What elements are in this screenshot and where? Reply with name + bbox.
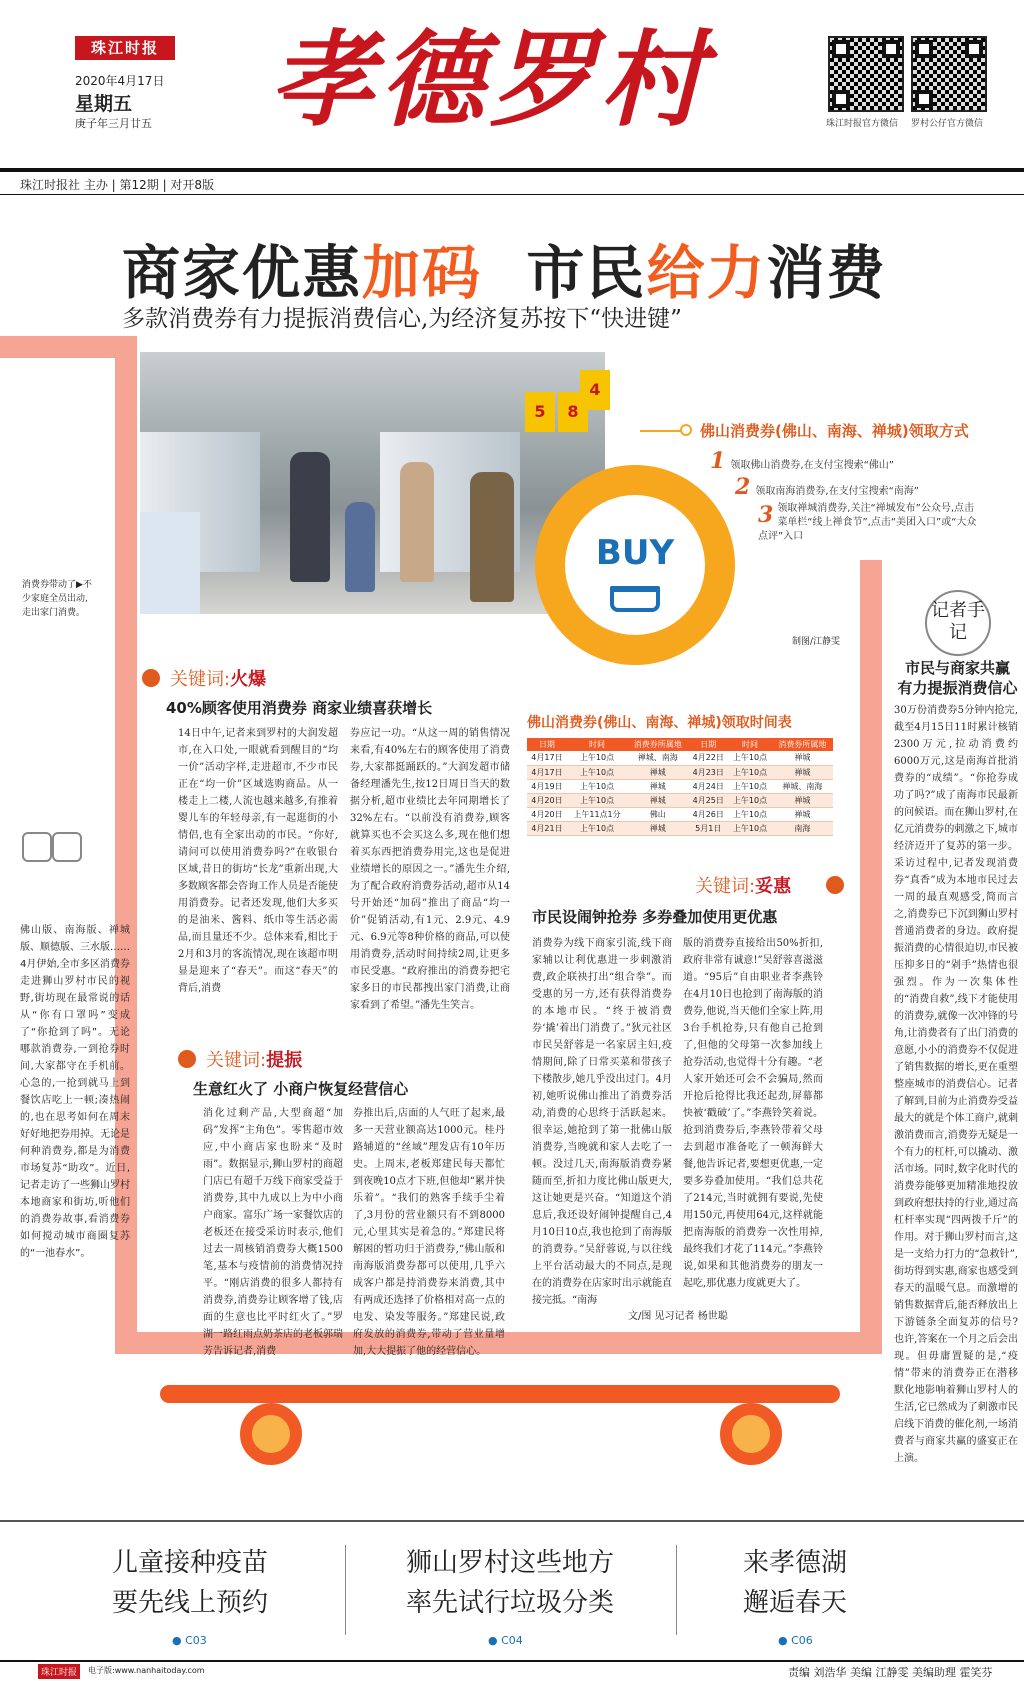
table-row: 4月20日 上午10点 禅城 4月25日 上午10点 禅城	[527, 793, 833, 807]
article-column: 券推出后,店面的人气旺了起来,最多一天营业额高达1000元。桂丹路辅道的“丝域”理发店有10年历史。上周末,老板郑建民每天都忙到夜晚10点才下班,但他却“累并快乐着”。“我们的熟客手续手尘着了,3月份的营业额只有不到8000元,心里其实是着急的。”郑建民将解困的暂功归于消费券,“佛山版和南海版消费券都可以使用,几乎六成客户都是持消费券来消费,其中有两成还选择了价格相对高一点的电发、染发等服务。”郑建民说,政府发放的消费券,带动了营业量增加,大大提振了他的经营信心。	[353, 1108, 505, 1357]
teaser-1[interactable]: 儿童接种疫苗 要先线上预约	[111, 1548, 268, 1618]
reporter-note-body: 30万份消费券5分钟内抢完,截至4月15日11时累计核销2300万元,拉动消费约6000万元,这是南海首批消费券的“成绩”。“你抢券成功了吗?”成了南海市民最新的问候语。而在狮山罗村,在亿元消费券的刺激之下,城市经济迈开了复苏的第一步。采访过程中,记者发现消费券“真香”成为本地市民过去一周的最直观感受,简而言之,消费券已下沉到狮山罗村普通消费者的身边。政府提振消费的心情很迫切,市民被压抑多日的“剁手”热情也很强烈。作为一次集体性的“消费自救”,线下才能使用的消费券,就像一次冲锋的号角,让消费者有了出门消费的意愿,小小的消费券不仅促进了销售数据的增长,更在重塑整座城市的消费信心。记者了解到,目前为止消费券受益最大的就是个体工商户,就刺激消费而言,消费券无疑是一个有力的杠杆,可以撬动、激活市场。同时,数字化时代的消费券能够更加精准地投放到政府想扶持的行业,通过高杠杆率实现“四两拨千斤”的作用。对于狮山罗村而言,这是一支给力打力的“急救针”,街坊得到实惠,商家也感受到春天的温暖气息。而激增的销售数据背后,能否释放出上下游链条全面复苏的信号?也许,答案在一个月之后会出现。但毋庸置疑的是,“疫情”带来的消费券正在潜移默化地影响着狮山罗村人的生活,它已然成为了刺激市民启线下消费的催化剂,一场消费者与商家共赢的盛宴正在上演。	[894, 705, 1018, 1464]
claim-step-3: 3 领取禅城消费券,关注“禅城发布”公众号,点击菜单栏“线上禅食节”,点击“美团入口”或“大众点评”入口	[758, 502, 977, 542]
reporter-note-badge: 记者手记	[925, 590, 991, 656]
divider	[0, 194, 1024, 195]
table-row: 4月19日 上午10点 禅城 4月24日 上午10点 禅城、南海	[527, 779, 833, 793]
divider	[0, 1660, 1024, 1662]
qr-caption: 珠江时报官方微信	[826, 119, 899, 129]
schedule-title: 佛山消费券(佛山、南海、禅城)领取时间表	[527, 715, 792, 731]
keyword-bullet-icon	[826, 876, 844, 894]
graphic-credit: 制图/江静雯	[792, 637, 841, 647]
qr-caption: 罗村公仔官方微信	[911, 119, 984, 129]
shelf-sign: 8	[558, 392, 588, 432]
weekday: 星期五	[75, 93, 133, 115]
qr-code-icon[interactable]	[828, 36, 904, 112]
chat-bubble-icon	[52, 832, 82, 862]
lunar-date: 庚子年三月廿五	[75, 117, 152, 130]
keyword-bullet-icon	[178, 1050, 196, 1068]
section-title-2: 生意红火了 小商户恢复经营信心	[193, 1080, 409, 1098]
page-ref-c03[interactable]: ● C03	[172, 1634, 207, 1647]
article-column: 消费券为线下商家引流,线下商家辅以让利优惠进一步刺激消费,政企联袂打出“组合拳”。而受惠的另一方,还有获得消费券的本地市民。“终于被消费券‘撬’着出门消费了。”狄元社区市民吴舒蓉是一名家居主妇,疫情期间,除了日常买菜和带孩子下楼散步,她几乎没出过门。4月初,她听说佛山推出了消费券活动,消费的心思终于活跃起来。很幸运,她抢到了第一批佛山版消费券,当晚就和家人去吃了一顿。没过几天,南海版消费券紧随而至,折扣力度比佛山版更大,这让她更是兴奋。“知道这个消息后,我还设好闹钟提醒自己,4月10日10点,我也抢到了南海版的消费券。”吴舒蓉说,与以往线上平台活动最大的不同点,是现在的消费券在店家时出示就能直接完抵。“南海	[532, 938, 672, 1306]
keyword-1: 关键词:火爆	[170, 669, 267, 690]
table-row: 4月17日 上午10点 禅城、南海 4月22日 上午10点 禅城	[527, 751, 833, 765]
claim-method-title: 佛山消费券(佛山、南海、禅城)领取方式	[700, 422, 969, 440]
footer-logo: 珠江时报	[38, 1664, 80, 1679]
shelf-sign: 5	[525, 392, 555, 432]
section-title-3: 市民设闹钟抢券 多券叠加使用更优惠	[532, 908, 778, 926]
claim-step-2: 2 领取南海消费券,在支付宝搜索“南海”	[735, 474, 919, 500]
article-column: 版的消费券直接给出50%折扣,政府非常有诚意!”吴舒蓉喜滋滋道。“95后”自由职业者李燕铃在4月10日也抢到了南海版的消费券,他说,当天他们全家上阵,用3台手机抢券,只有他自己抢到了,但他的父母第一次参加线上抢券活动,也觉得十分有趣。“老人家开始还可会不会骗局,然而开抢后抢得比我还起劲,屏幕都快被‘戳破’了。”李燕铃笑着说。抢到消费券后,李燕铃带着父母去到超市准备吃了一顿海鲜大餐,他告诉记者,要想更优惠,一定要多券叠加使用。“我们总共花了214元,当时就拥有要说,先使用150元,再使用64元,这样就能把南海版的消费券一次性用掉,最终我们才花了114元。”李燕铃说,如果和其他消费券的朋友一起吃,那优惠力度就更大了。	[683, 938, 823, 1289]
main-headline: 商家优惠加码 市民给力消费	[122, 239, 887, 307]
section-title-1: 40%顾客使用消费券 商家业绩喜获增长	[166, 699, 433, 717]
table-row: 4月17日 上午10点 禅城 4月23日 上午10点 禅城	[527, 765, 833, 779]
article-column: 消化过剩产品,大型商超“加码”发挥“主角色”。零售超市效应,中小商店家也盼来“及时雨”。数据显示,狮山罗村的商超门店已有超千万线下商家受益于消费券,其中九成以上为中小商户商家。富乐广场一家餐饮店的老板还在接受采访时表示,他们过去一周核销消费券大概1500笔,基本与疫情前的消费情况持平。“刚店消费的很多人都持有消费券,消费券让顾客增了钱,店面的生意也比平时红火了。”罗湖一路红雨点奶茶店的老板郭瑞芳告诉记者,消费	[203, 1108, 343, 1357]
page-ref-c06[interactable]: ● C06	[778, 1634, 813, 1647]
table-row: 4月21日 上午10点 禅城 5月1日 上午10点 南海	[527, 821, 833, 835]
teaser-3[interactable]: 来孝德湖 邂逅春天	[742, 1548, 847, 1618]
claim-step-1: 1 领取佛山消费券,在支付宝搜索“佛山”	[710, 448, 894, 474]
byline: 文/图 见习记者 杨世聪	[628, 1311, 728, 1322]
intro-column: 佛山版、南海版、禅城版、顺德版、三水版……4月伊始,全市多区消费券走进狮山罗村市民的视野,街坊现在最常说的话从“你有口罩吗”变成了“你抢到了吗”。无论哪款消费券,一到抢券时间,大家都守在手机前。心急的,一抢到就马上到餐饮店吃上一顿;凑热闹的,也在思考如何在周末好好地把券用掉。无论是何种消费券,都是为消费市场复苏“助攻”。近日,记者走访了一些狮山罗村本地商家和街坊,听他们的消费券故事,看消费券如何搅动城市商圈复苏的“一池春水”。	[20, 925, 130, 1259]
issue-info: 珠江时报社 主办 | 第12期 | 对开8版	[20, 178, 215, 192]
cart-wheel-icon	[720, 1403, 782, 1465]
article-column: 券应记一功。“从这一周的销售情况来看,有40%左右的顾客使用了消费券,大家都挺踊跃的。”大润发超市储备经理潘先生,按12日周日当天的数据分析,超市业绩比去年同期增长了32%左右。“以前没有消费券,顾客就算买也不会买这么多,现在他们想着买东西把消费券用完,这也是促进业绩增长的原因之一。”潘先生介绍,为了配合政府消费券活动,超市从14号开始还“加码”推出了商品“均一价”促销活动,有1元、2.9元、4.9元、6.9元等8种价格的商品,可以使用消费券,活动时间持续2周,让更多市民受惠。“政府推出的消费券把宅家多日的市民都拽出家门消费,让商家看到了希望。”潘先生笑言。	[350, 728, 510, 1011]
masthead-rule	[0, 168, 1024, 172]
table-row: 4月20日 上午11点1分 佛山 4月26日 上午10点 禅城	[527, 807, 833, 821]
cart-wheel-icon	[240, 1403, 302, 1465]
basket-icon	[610, 586, 660, 612]
cart-frame-right	[860, 560, 882, 1352]
page-ref-c04[interactable]: ● C04	[488, 1634, 523, 1647]
keyword-3: 关键词:妥惠	[695, 876, 792, 897]
divider	[0, 1520, 1024, 1522]
article-column: 14日中午,记者来到罗村的大润发超市,在入口处,一眼就看到醒目的“均一价”活动字样,走进超市,不少市民正在“均一价”区域选购商品。从一楼走上二楼,人流也越来越多,有推着婴儿车的年轻母亲,有一起逛街的小情侣,也有全家出动的市民。“你好,请问可以使用消费券吗?”在收银台区域,昔日的街坊“长龙”重新出现,大多数顾客都会咨询工作人员是否能使用消费券。记者还发现,他们大多买的是油米、酱料、纸巾等生活必需品,而且量还不少。总体来看,相比于2月和3月的客流情况,现在该超市明显是迎来了“春天”。而这“春天”的背后,消费	[178, 728, 338, 994]
shelf-sign: 4	[580, 370, 610, 410]
footer-url[interactable]: 电子版:www.nanhaitoday.com	[88, 1666, 205, 1675]
qr-code-icon[interactable]	[911, 36, 987, 112]
reporter-note-title: 市民与商家共赢 有力提振消费信心	[897, 659, 1018, 697]
issue-date: 2020年4月17日	[75, 74, 165, 88]
cart-base-bar	[160, 1385, 840, 1403]
masthead-title: 孝德罗村	[270, 18, 711, 141]
buy-label: BUY	[595, 533, 675, 573]
keyword-2: 关键词:提振	[206, 1050, 303, 1071]
footer-editors: 责编 刘浩华 美编 江静雯 美编助理 霍笑芬	[788, 1666, 993, 1679]
newspaper-logo: 珠江时报	[75, 36, 175, 60]
chat-bubble-icon	[22, 832, 52, 862]
keyword-bullet-icon	[142, 669, 160, 687]
schedule-table: 日期 时间 消费券所属地 日期 时间 消费券所属地 4月17日 上午10点 禅城、南海 4月22日 上午10点 禅城 4月17日 上午10点 禅城 4月23日 上午10点 禅城 4月19日 上午10点 禅城 4月24日 上午10点 禅城、南海 4月20日 上午10点 禅城 4月25日 上午10点 禅城 4月20日 上午11点1分 佛山 4月26日 上午10点 禅城 4月21日 上午10点 禅城 5月1日 上午10点 南海	[527, 738, 833, 836]
photo-caption: 消费券带动了▶不少家庭全员出动,走出家门消费。	[22, 580, 92, 618]
teaser-2[interactable]: 狮山罗村这些地方 率先试行垃圾分类	[405, 1548, 614, 1618]
sub-headline: 多款消费券有力提振消费信心,为经济复苏按下“快进键”	[122, 306, 682, 332]
